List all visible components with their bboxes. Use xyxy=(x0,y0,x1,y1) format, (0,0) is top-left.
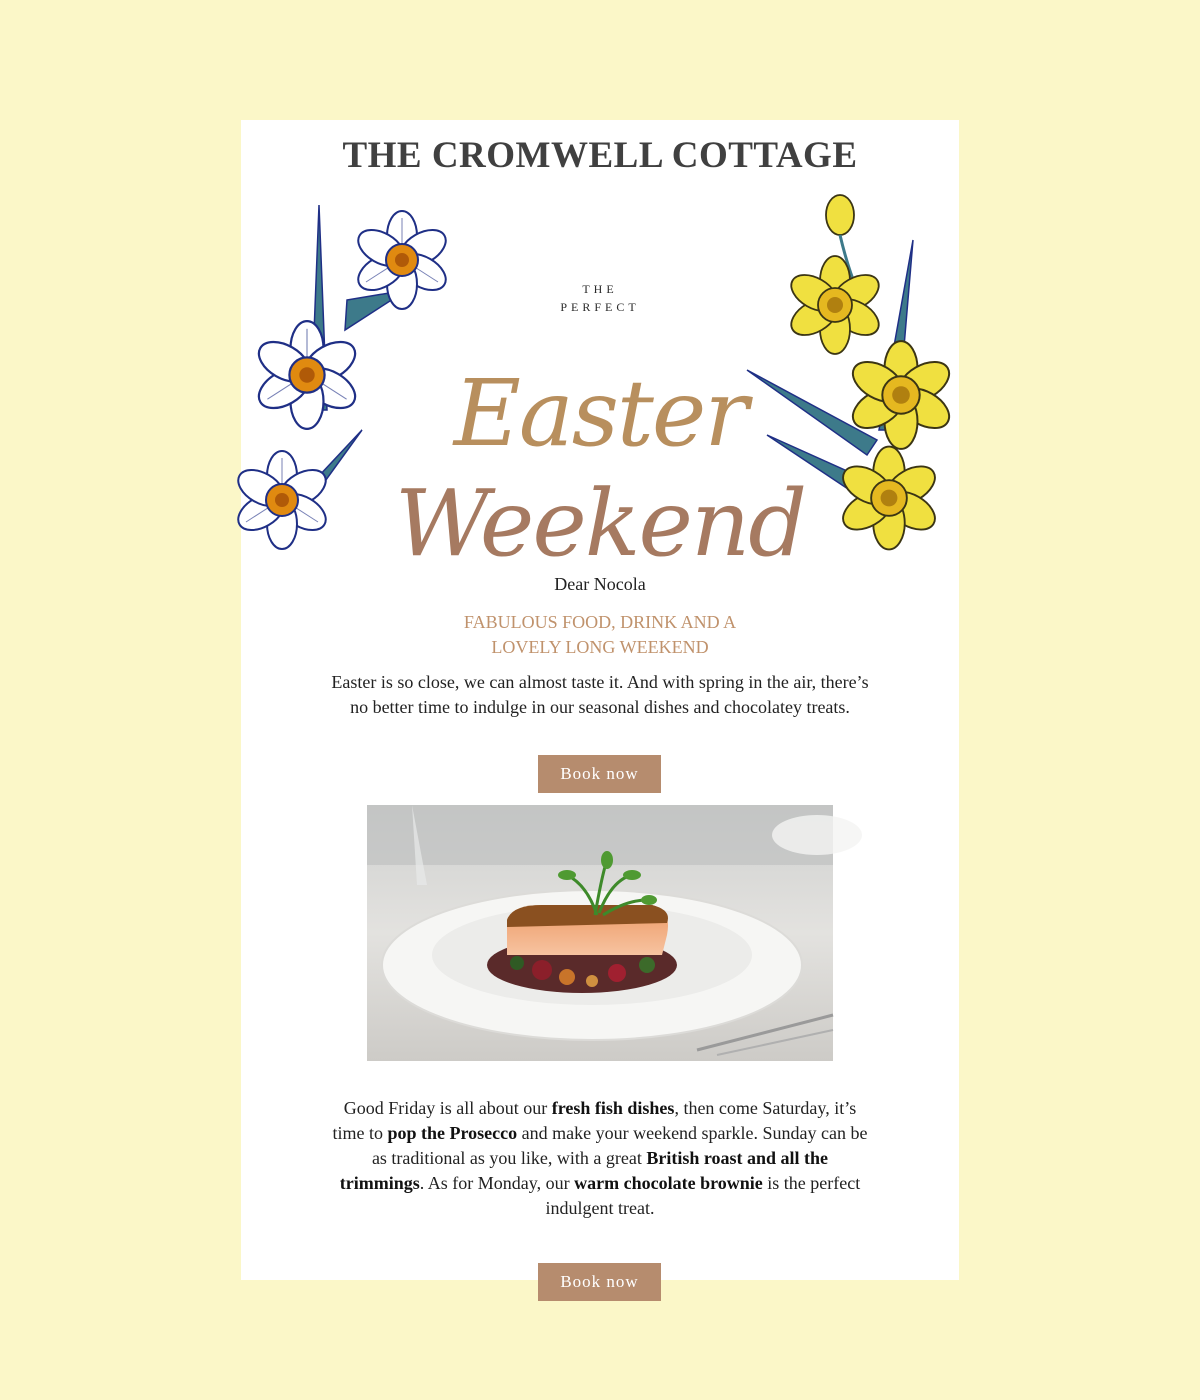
details-highlight-prosecco: pop the Prosecco xyxy=(387,1123,518,1143)
details-text-1: Good Friday is all about our xyxy=(343,1098,552,1118)
salmon-dish-photo xyxy=(367,805,833,1061)
email-body xyxy=(241,120,959,1291)
hero-script-line1: Easter xyxy=(453,360,747,467)
headline-line2: LOVELY LONG WEEKEND xyxy=(491,637,709,657)
hero-kicker xyxy=(267,280,933,316)
hero-script-line2: Weekend xyxy=(394,470,806,577)
weekend-details-paragraph xyxy=(331,1096,869,1221)
headline-line1: FABULOUS FOOD, DRINK AND A xyxy=(463,612,737,632)
details-text-4: . As for Monday, our xyxy=(419,1173,575,1193)
details-text-5: is the perfect indulgent treat. xyxy=(545,1173,861,1218)
details-highlight-fish: fresh fish dishes xyxy=(551,1098,675,1118)
details-highlight-roast: British roast and all the trimmings xyxy=(339,1148,829,1193)
greeting: Dear Nocola xyxy=(554,574,646,594)
details-highlight-brownie: warm chocolate brownie xyxy=(574,1173,763,1193)
easter-hero-banner xyxy=(267,180,933,577)
headline xyxy=(241,610,959,660)
hero-kicker-line2: PERFECT xyxy=(560,300,640,314)
details-text-3: and make your weekend sparkle. Sunday can be as traditional as you like, with a great xyxy=(371,1123,868,1168)
intro-paragraph: Easter is so close, we can almost taste it. And with spring in the air, there’s no better time to indulge in our seasonal dishes and chocolatey treats. xyxy=(331,672,869,717)
details-text-2: , then come Saturday, it’s time to xyxy=(332,1098,857,1143)
brand-title: THE CROMWELL COTTAGE xyxy=(342,135,858,176)
hero-kicker-line1: THE xyxy=(582,282,618,296)
book-now-button[interactable]: Book now xyxy=(538,755,661,793)
book-now-button-2[interactable]: Book now xyxy=(538,1263,661,1301)
